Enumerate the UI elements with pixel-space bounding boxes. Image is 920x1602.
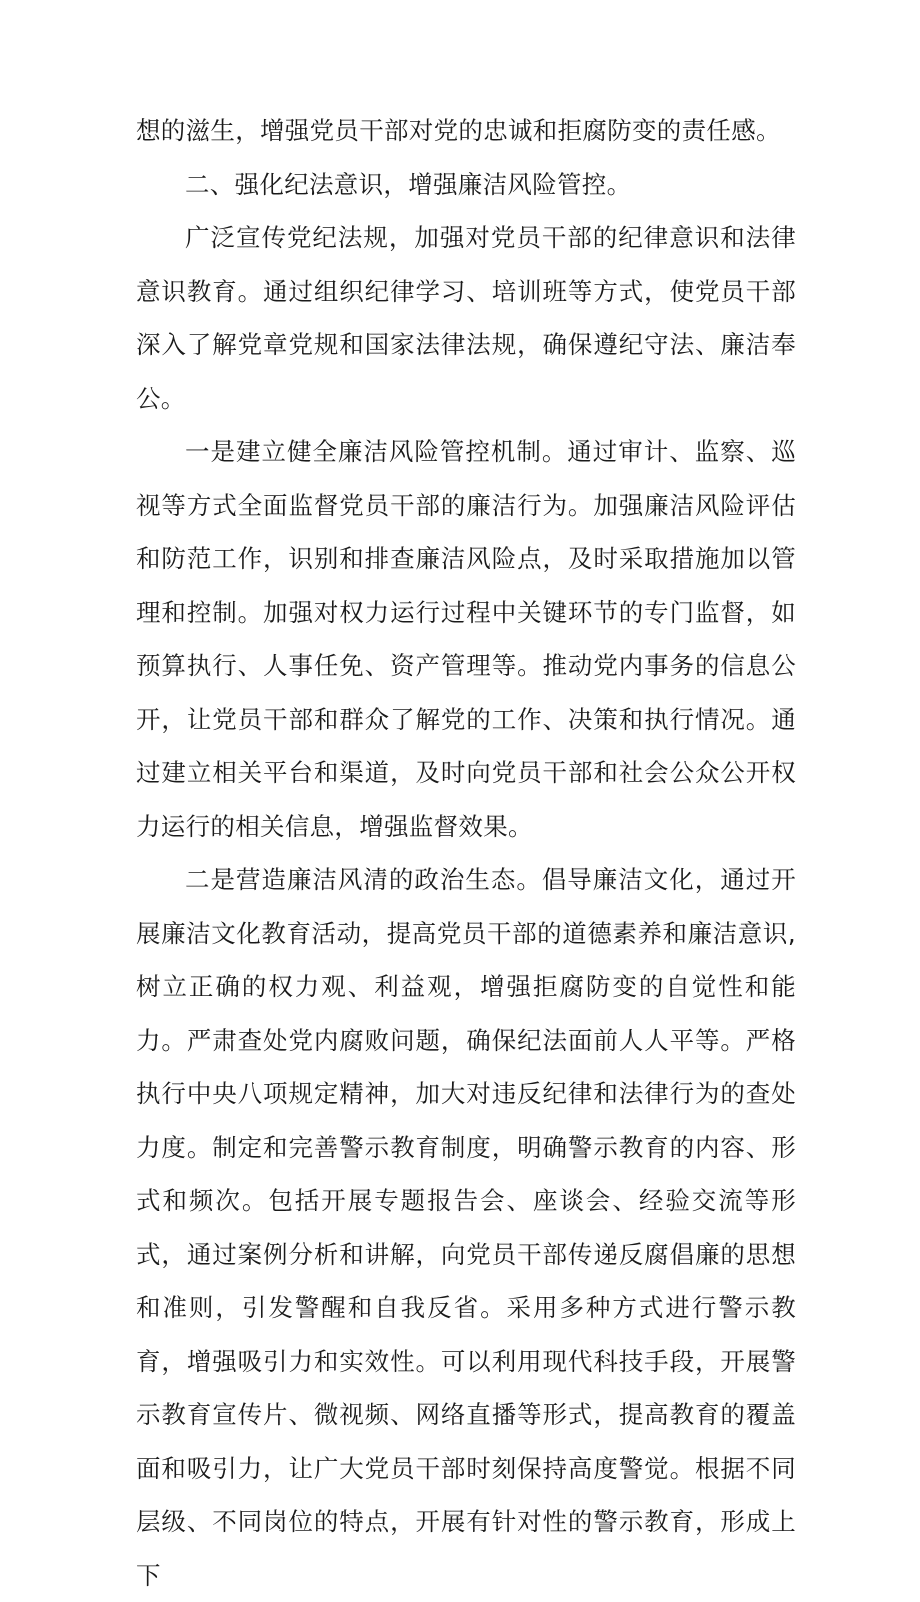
paragraph-political-ecology: 二是营造廉洁风清的政治生态。倡导廉洁文化，通过开展廉洁文化教育活动，提高党员干部的道德素养和廉洁意识,树立正确的权力观、利益观，增强拒腐防变的自觉性和能力。严肃查处党内腐败问题，确保纪法面前人人平等。严格执行中央八项规定精神，加大对违反纪律和法律行为的查处力度。制定和完善警示教育制度，明确警示教育的内容、形式和频次。包括开展专题报告会、座谈会、经验交流等形式，通过案例分析和讲解，向党员干部传递反腐倡廉的思想和准则，引发警醒和自我反省。采用多种方式进行警示教育，增强吸引力和实效性。可以利用现代科技手段，开展警示教育宣传片、微视频、网络直播等形式，提高教育的覆盖面和吸引力，让广大党员干部时刻保持高度警觉。根据不同层级、不同岗位的特点，开展有针对性的警示教育，形成上下 bbox=[136, 865, 796, 1590]
paragraph-risk-control: 一是建立健全廉洁风险管控机制。通过审计、监察、巡视等方式全面监督党员干部的廉洁行为。加强廉洁风险评估和防范工作，识别和排查廉洁风险点，及时采取措施加以管理和控制。加强对权力运行过程中关键环节的专门监督，如预算执行、人事任免、资产管理等。推动党内事务的信息公开，让党员干部和群众了解党的工作、决策和执行情况。通过建立相关平台和渠道，及时向党员干部和社会公众公开权力运行的相关信息，增强监督效果。 bbox=[136, 437, 796, 841]
section-heading: 二、强化纪法意识，增强廉洁风险管控。 bbox=[185, 169, 632, 199]
paragraph-publicity: 广泛宣传党纪法规，加强对党员干部的纪律意识和法律意识教育。通过组织纪律学习、培训班等方式，使党员干部深入了解党章党规和国家法律法规，确保遵纪守法、廉洁奉公。 bbox=[136, 223, 796, 413]
document-body bbox=[136, 104, 796, 1602]
paragraph-continuation: 想的滋生，增强党员干部对党的忠诚和拒腐防变的责任感。 bbox=[136, 116, 781, 145]
